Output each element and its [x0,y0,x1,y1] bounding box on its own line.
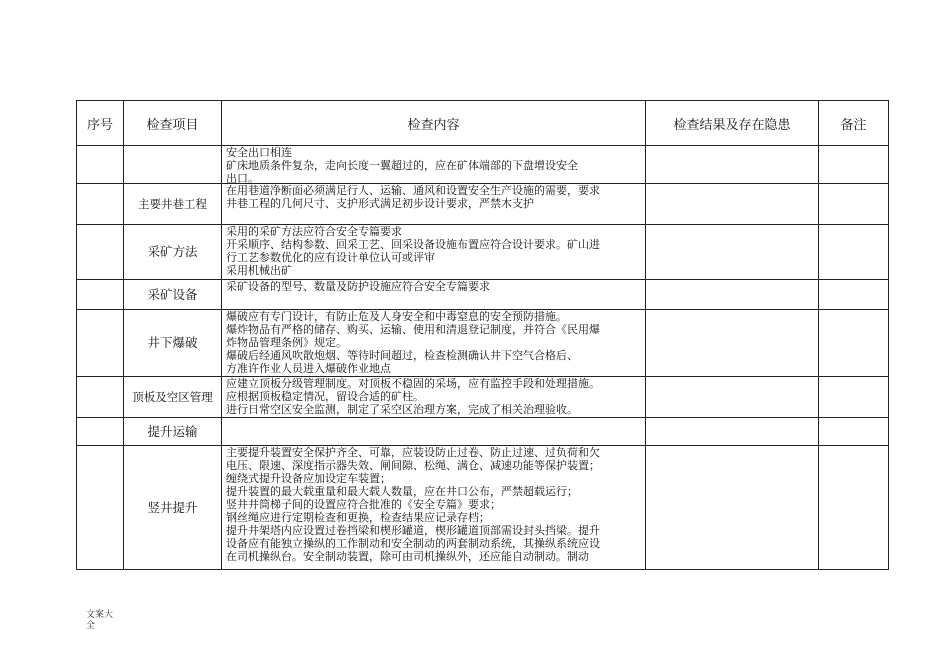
cell-check-item: 主要井巷工程 [124,184,222,225]
footer-line-2: 全 [86,621,96,631]
cell-check-item: 提升运输 [124,418,222,446]
content-line: 方准许作业人员进入爆破作业地点 [226,362,391,375]
content-line: 井巷工程的几何尺寸、支护形式满足初步设计要求，严禁木支护 [226,197,534,210]
cell-result [646,310,819,377]
content-line: 应根据顶板稳定情况，留设合适的矿柱。 [226,390,424,403]
cell-check-item: 井下爆破 [124,310,222,377]
cell-result [646,446,819,570]
content-line: 采用机械出矿 [226,264,292,277]
content-line: 行工艺参数优化的应有设计单位认可或评审 [226,251,435,264]
cell-seq [77,377,124,418]
table-row [77,146,889,184]
table-row [77,280,889,310]
table-row [77,418,889,446]
content-line: 安全出口相连 [226,146,292,159]
cell-note [819,280,889,310]
cell-note [819,225,889,280]
content-line: 采矿设备的型号、数量及防护设施应符合安全专篇要求 [226,280,490,293]
inspection-table [76,100,889,570]
cell-result [646,184,819,225]
content-text [222,225,645,279]
cell-check-item: 竖井提升 [124,446,222,570]
content-line: 电压、限速、深度指示器失效、闸间隙、松绳、满仓、减速功能等保护装置； [226,459,600,472]
cell-seq [77,446,124,570]
content-text [222,446,645,569]
cell-check-content [222,225,646,280]
header-content: 检查内容 [222,101,646,146]
content-line: 爆破应有专门设计，有防止危及人身安全和中毒窒息的安全预防措施。 [226,310,567,323]
content-text [222,310,645,376]
table-row [77,377,889,418]
cell-check-content [222,310,646,377]
cell-seq [77,225,124,280]
content-text [222,377,645,417]
header-seq: 序号 [77,101,124,146]
cell-check-item: 采矿设备 [124,280,222,310]
cell-seq [77,310,124,377]
cell-note [819,184,889,225]
content-line: 开采顺序、结构参数、回采工艺、回采设备设施布置应符合设计要求。矿山进 [226,238,600,251]
table-row [77,310,889,377]
content-line: 炸物品管理条例》规定。 [226,336,347,349]
content-line: 设备应有能独立操纵的工作制动和安全制动的两套制动系统，其操纵系统应设 [226,537,600,550]
content-line: 竖井井筒梯子间的设置应符合批准的《安全专篇》要求； [226,498,501,511]
cell-note [819,418,889,446]
cell-note [819,146,889,184]
cell-check-content [222,418,646,446]
content-line: 钢丝绳应进行定期检查和更换，检查结果应记录存档； [226,511,490,524]
cell-result [646,418,819,446]
cell-seq [77,418,124,446]
cell-result [646,377,819,418]
cell-check-content [222,446,646,570]
cell-result [646,280,819,310]
content-line: 爆破后经通风吹散炮烟、等待时间超过，检查检测确认井下空气合格后、 [226,349,578,362]
footer-watermark [86,610,118,632]
cell-result [646,225,819,280]
cell-seq [77,280,124,310]
cell-result [646,146,819,184]
cell-check-content [222,377,646,418]
footer-line-1: 文案大 [86,610,114,620]
table-header-row [77,101,889,146]
content-line: 进行日常空区安全监测，制定了采空区治理方案，完成了相关治理验收。 [226,403,578,416]
content-line: 矿床地质条件复杂，走向长度一翼超过的，应在矿体端部的下盘增设安全 [226,159,578,172]
cell-note [819,377,889,418]
content-line: 缠绕式提升设备应加设定车装置； [226,472,391,485]
content-line: 出口。 [226,172,259,183]
content-text [222,184,645,224]
header-result: 检查结果及存在隐患 [646,101,819,146]
header-item: 检查项目 [124,101,222,146]
cell-check-content [222,280,646,310]
cell-check-content [222,184,646,225]
cell-note [819,446,889,570]
cell-seq [77,146,124,184]
content-line: 采用的采矿方法应符合安全专篇要求 [226,225,402,238]
table-row [77,225,889,280]
cell-note [819,310,889,377]
content-line: 爆炸物品有严格的储存、购买、运输、使用和清退登记制度，并符合《民用爆 [226,323,600,336]
table-body [77,146,889,570]
content-line: 在司机操纵台。安全制动装置，除可由司机操纵外，还应能自动制动。制动 [226,550,589,563]
content-line: 提升井架塔内应设置过卷挡梁和楔形罐道，楔形罐道顶部需设封头挡梁。提升 [226,524,600,537]
content-line: 在用巷道净断面必须满足行人、运输、通风和设置安全生产设施的需要，要求 [226,184,600,197]
cell-check-item: 顶板及空区管理 [124,377,222,418]
cell-check-content [222,146,646,184]
content-line: 应建立顶板分级管理制度。对顶板不稳固的采场，应有监控手段和处理措施。 [226,377,600,390]
table-row [77,446,889,570]
table-row [77,184,889,225]
content-text [222,146,645,183]
cell-check-item [124,146,222,184]
cell-check-item: 采矿方法 [124,225,222,280]
content-text [222,418,645,445]
content-line: 主要提升装置安全保护齐全、可靠，应装设防止过卷、防止过速、过负荷和欠 [226,446,600,459]
header-note: 备注 [819,101,889,146]
content-text [222,280,645,309]
content-line: 提升装置的最大载重量和最大载人数量，应在井口公布，严禁超载运行； [226,485,578,498]
cell-seq [77,184,124,225]
